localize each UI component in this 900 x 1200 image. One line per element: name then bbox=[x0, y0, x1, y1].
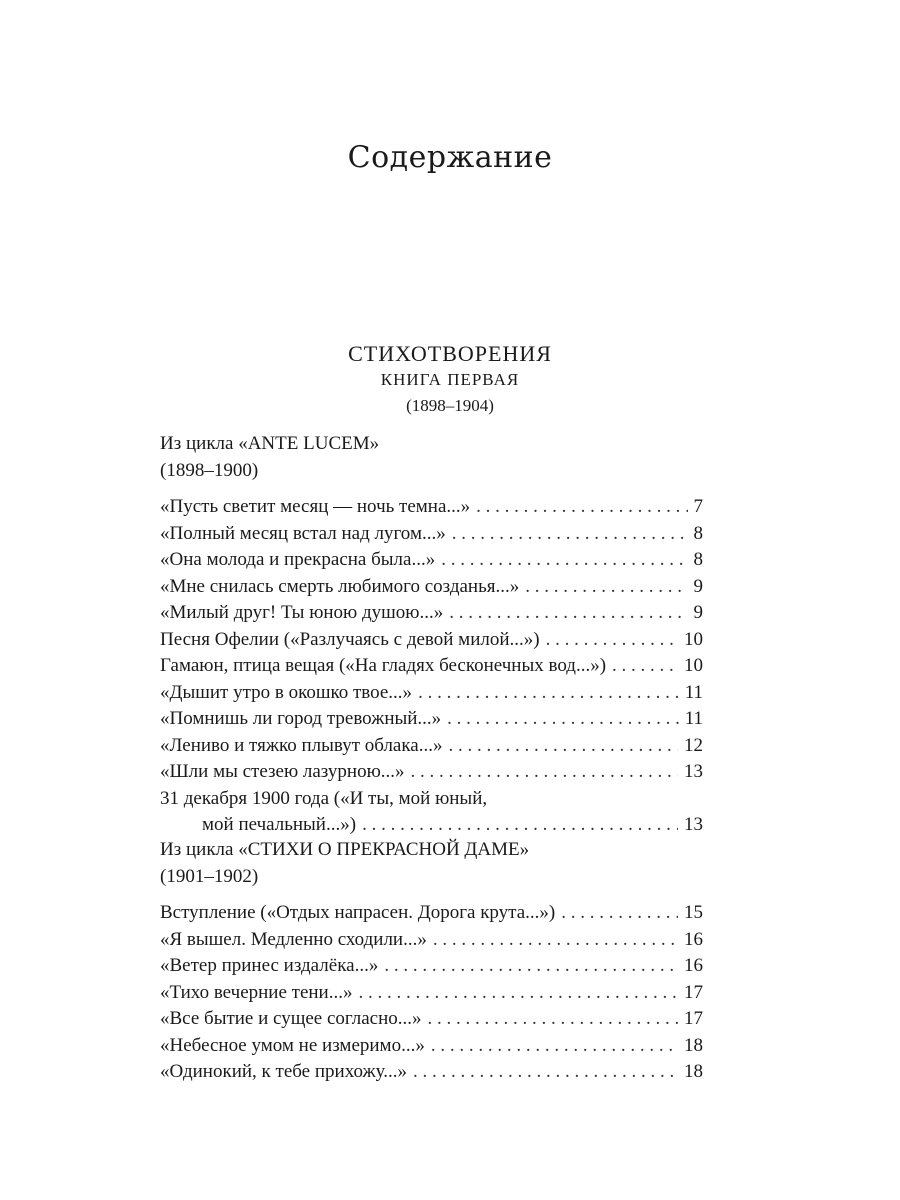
toc-entry-page: 17 bbox=[684, 1008, 703, 1029]
dot-leader bbox=[441, 547, 687, 574]
dot-leader bbox=[546, 627, 678, 654]
dot-leader bbox=[561, 900, 678, 927]
toc-entry-page: 16 bbox=[684, 955, 703, 976]
toc-entry-page: 13 bbox=[684, 813, 703, 835]
toc-entry-title: «Все бытие и сущее согласно...» bbox=[160, 1008, 422, 1029]
toc-entry-page: 13 bbox=[684, 761, 703, 782]
toc-entry[interactable] bbox=[160, 627, 703, 654]
toc-entry-page: 7 bbox=[693, 496, 703, 517]
toc-entry-title: «Она молода и прекрасна была...» bbox=[160, 549, 436, 570]
toc-entry-title: «Лениво и тяжко плывут облака...» bbox=[160, 734, 443, 756]
toc-entry-page: 15 bbox=[684, 902, 703, 923]
dot-leader bbox=[413, 1059, 678, 1086]
dot-leader bbox=[427, 1006, 678, 1033]
dot-leader bbox=[452, 521, 688, 548]
section-heading bbox=[0, 340, 900, 418]
toc-cycle-beautiful-lady bbox=[160, 836, 703, 1086]
toc-entry-page: 18 bbox=[684, 1034, 703, 1056]
toc-entry-page: 9 bbox=[693, 575, 703, 597]
dot-leader bbox=[362, 812, 678, 839]
toc-entry-title: «Ветер принес издалёка...» bbox=[160, 955, 379, 976]
toc-entry[interactable] bbox=[160, 980, 703, 1007]
toc-entry-title: Вступление («Отдых напрасен. Дорога крута...») bbox=[160, 902, 556, 923]
dot-leader bbox=[411, 759, 678, 786]
toc-entry-title: «Шли мы стезею лазурною...» bbox=[160, 761, 405, 782]
toc-entry-page: 11 bbox=[684, 708, 703, 729]
toc-entry-page: 8 bbox=[693, 522, 703, 544]
toc-entry-page: 11 bbox=[684, 681, 703, 703]
toc-entry[interactable] bbox=[160, 900, 703, 927]
toc-entry-title: «Помнишь ли город тревожный...» bbox=[160, 708, 442, 729]
dot-leader bbox=[612, 653, 678, 680]
dot-leader bbox=[418, 680, 679, 707]
toc-entry-title: «Небесное умом не измеримо...» bbox=[160, 1034, 425, 1056]
toc-entry-title: «Мне снилась смерть любимого созданья...» bbox=[160, 575, 520, 597]
dot-leader bbox=[433, 927, 678, 954]
toc-entry-page: 16 bbox=[684, 928, 703, 950]
section-title: СТИХОТВОРЕНИЯ bbox=[348, 341, 552, 366]
page-title: Содержание bbox=[347, 140, 553, 175]
toc-entry-page: 12 bbox=[684, 734, 703, 756]
toc-entry[interactable] bbox=[160, 653, 703, 680]
toc-entry-title: «Дышит утро в окошко твое...» bbox=[160, 681, 413, 703]
toc-entry-title-line2: мой печальный...») bbox=[202, 813, 357, 835]
toc-entry-title: «Пусть светит месяц — ночь темна...» bbox=[160, 496, 471, 517]
toc-entry-page: 10 bbox=[684, 628, 703, 650]
toc-entry-title: Гамаюн, птица вещая («На гладях бесконечных вод...») bbox=[160, 655, 607, 676]
toc-entry[interactable] bbox=[160, 733, 703, 760]
toc-entry-page: 17 bbox=[684, 981, 703, 1003]
cycle-title: Из цикла «ANTE LUCEM» bbox=[160, 433, 380, 454]
dot-leader bbox=[358, 980, 678, 1007]
dot-leader bbox=[447, 706, 679, 733]
dot-leader bbox=[449, 600, 687, 627]
book-subtitle: КНИГА ПЕРВАЯ bbox=[380, 370, 520, 389]
toc-entry-page: 18 bbox=[684, 1061, 703, 1082]
toc-entry-page: 8 bbox=[693, 549, 703, 570]
toc-entry-page: 9 bbox=[693, 602, 703, 623]
toc-entry[interactable] bbox=[160, 494, 703, 521]
toc-entry-page: 10 bbox=[684, 655, 703, 676]
toc-entry-title: «Тихо вечерние тени...» bbox=[160, 981, 353, 1003]
dot-leader bbox=[431, 1033, 678, 1060]
toc-entry[interactable] bbox=[160, 547, 703, 574]
dot-leader bbox=[476, 494, 687, 521]
dot-leader bbox=[525, 574, 687, 601]
cycle-years: (1901–1902) bbox=[160, 866, 259, 887]
dot-leader bbox=[384, 953, 678, 980]
toc-entry[interactable] bbox=[160, 759, 703, 786]
toc-entry[interactable] bbox=[160, 927, 703, 954]
toc-entry[interactable] bbox=[160, 680, 703, 707]
toc-entry[interactable] bbox=[160, 600, 703, 627]
toc-entry[interactable] bbox=[160, 1033, 703, 1060]
toc-entry-title: Песня Офелии («Разлучаясь с девой милой...») bbox=[160, 628, 540, 650]
toc-entry-title: «Я вышел. Медленно сходили...» bbox=[160, 928, 427, 950]
cycle-years: (1898–1900) bbox=[160, 460, 259, 481]
toc-entry[interactable] bbox=[160, 521, 703, 548]
book-years: (1898–1904) bbox=[406, 396, 494, 415]
toc-entry-title: «Одинокий, к тебе прихожу...» bbox=[160, 1061, 407, 1082]
toc-entry-title: «Милый друг! Ты юною душою...» bbox=[160, 602, 444, 623]
toc-entry[interactable] bbox=[160, 706, 703, 733]
toc-cycle-ante-lucem bbox=[160, 430, 703, 838]
cycle-title: Из цикла «СТИХИ О ПРЕКРАСНОЙ ДАМЕ» bbox=[160, 839, 530, 860]
toc-entry[interactable] bbox=[160, 1059, 703, 1086]
toc-entry-title: «Полный месяц встал над лугом...» bbox=[160, 522, 446, 544]
toc-entry[interactable] bbox=[160, 953, 703, 980]
toc-entry-title-line1: 31 декабря 1900 года («И ты, мой юный, bbox=[160, 787, 488, 809]
dot-leader bbox=[449, 733, 679, 760]
toc-entry[interactable] bbox=[160, 1006, 703, 1033]
toc-entry[interactable] bbox=[160, 574, 703, 601]
toc-entry-multiline[interactable] bbox=[160, 786, 703, 839]
